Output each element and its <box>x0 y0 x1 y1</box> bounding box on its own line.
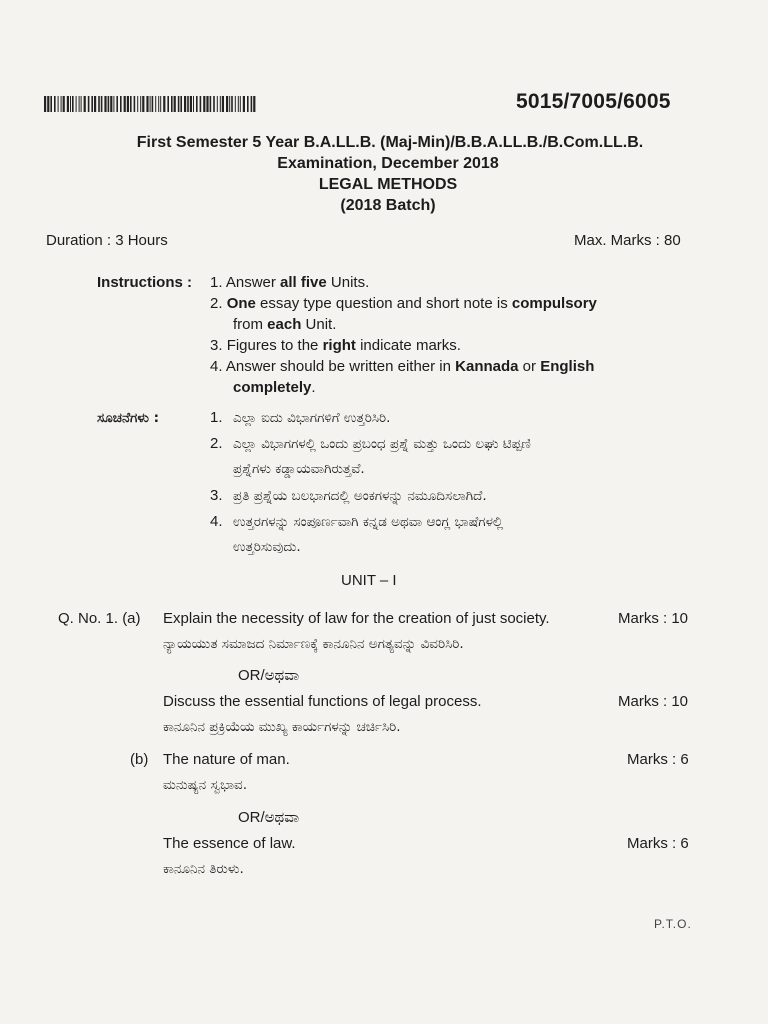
question-1b-label: (b) <box>130 751 149 768</box>
question-1a-marks: Marks : 10 <box>618 610 689 627</box>
kn-instruction-1-num: 1. <box>210 409 223 426</box>
unit-title: UNIT – I <box>341 572 397 589</box>
instruction-3: 3. Figures to the right indicate marks. <box>210 337 461 354</box>
instruction-2-cont: from each Unit. <box>233 316 337 333</box>
question-1b-alt: The essence of law. <box>163 835 296 852</box>
question-1a-alt: Discuss the essential functions of legal process. <box>163 693 482 710</box>
question-1b-alt-kannada: ಕಾನೂನಿನ ತಿರುಳು. <box>163 861 244 877</box>
kn-instruction-4-cont: ಉತ್ತರಿಸುವುದು. <box>233 539 301 555</box>
instructions-label: Instructions : <box>97 274 193 291</box>
kn-instruction-4-num: 4. <box>210 513 223 530</box>
barcode <box>44 96 256 112</box>
kn-instruction-3: ಪ್ರತಿ ಪ್ರಶ್ನೆಯ ಬಲಭಾಗದಲ್ಲಿ ಅಂಕಗಳನ್ನು ನಮೂದಿಸಲಾಗಿದೆ. <box>233 488 487 504</box>
kn-instruction-2: ಎಲ್ಲಾ ವಿಭಾಗಗಳಲ್ಲಿ ಒಂದು ಪ್ರಬಂಧ ಪ್ರಶ್ನೆ ಮತ್ತು ಒಂದು ಲಘು ಟಿಪ್ಪಣಿ <box>233 436 531 452</box>
paper-code: 5015/7005/6005 <box>516 90 671 113</box>
kn-instruction-2-cont: ಪ್ರಶ್ನೆಗಳು ಕಡ್ಡಾಯವಾಗಿರುತ್ತವೆ. <box>233 461 365 477</box>
batch: (2018 Batch) <box>340 197 436 214</box>
kn-instruction-2-num: 2. <box>210 435 223 452</box>
question-1a-alt-kannada: ಕಾನೂನಿನ ಪ್ರಕ್ರಿಯೆಯ ಮುಖ್ಯ ಕಾರ್ಯಗಳನ್ನು ಚರ್ಚಿಸಿರಿ. <box>163 719 401 735</box>
question-1b-marks: Marks : 6 <box>627 751 689 768</box>
or-separator: OR/ಅಥವಾ <box>238 809 300 826</box>
subject-title: LEGAL METHODS <box>318 176 458 193</box>
kn-instruction-3-num: 3. <box>210 487 223 504</box>
instruction-2: 2. One essay type question and short note is compulsory <box>210 295 597 312</box>
question-1a-kannada: ನ್ಯಾಯಯುತ ಸಮಾಜದ ನಿರ್ಮಾಣಕ್ಕೆ ಕಾನೂನಿನ ಅಗತ್ಯವನ್ನು ವಿವರಿಸಿರಿ. <box>163 636 464 652</box>
question-1a-alt-marks: Marks : 10 <box>618 693 689 710</box>
question-1b-kannada: ಮನುಷ್ಯನ ಸ್ವಭಾವ. <box>163 777 248 793</box>
question-1a: Explain the necessity of law for the creation of just society. <box>163 610 550 627</box>
question-1b: The nature of man. <box>163 751 290 768</box>
duration: Duration : 3 Hours <box>46 232 168 249</box>
or-separator: OR/ಅಥವಾ <box>238 667 300 684</box>
kn-instruction-4: ಉತ್ತರಗಳನ್ನು ಸಂಪೂರ್ಣವಾಗಿ ಕನ್ನಡ ಅಥವಾ ಆಂಗ್ಲ ಭಾಷೆಗಳಲ್ಲಿ <box>233 514 504 530</box>
kn-instruction-1: ಎಲ್ಲಾ ಐದು ವಿಭಾಗಗಳಿಗೆ ಉತ್ತರಿಸಿರಿ. <box>233 410 391 426</box>
question-1-label: Q. No. 1. (a) <box>58 610 141 627</box>
please-turn-over: P.T.O. <box>654 917 692 931</box>
max-marks: Max. Marks : 80 <box>574 232 681 249</box>
exam-title: First Semester 5 Year B.A.LL.B. (Maj-Min)/B.B.A.LL.B./B.Com.LL.B. <box>136 134 644 151</box>
question-1b-alt-marks: Marks : 6 <box>627 835 689 852</box>
kannada-instructions-label: ಸೂಚನೆಗಳು : <box>97 410 160 426</box>
exam-session: Examination, December 2018 <box>277 155 499 172</box>
instruction-4-cont: completely. <box>233 379 316 396</box>
instruction-4: 4. Answer should be written either in Kannada or English <box>210 358 595 375</box>
instruction-1: 1. Answer all five Units. <box>210 274 370 291</box>
